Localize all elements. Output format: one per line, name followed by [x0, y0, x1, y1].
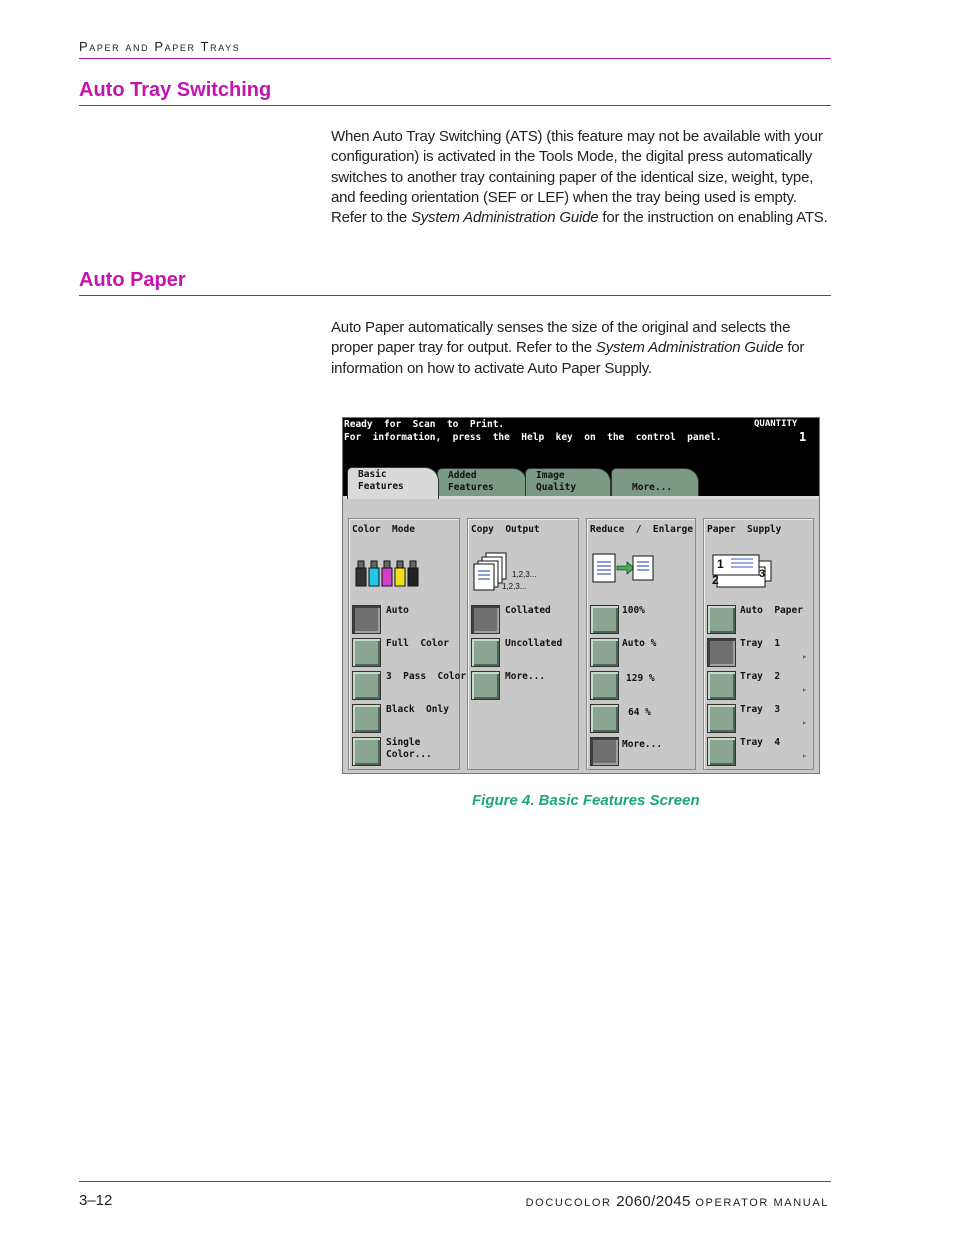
body-text: Auto Paper automatically senses the size of the original and selects the proper paper tray for output. Refer to the	[331, 319, 791, 357]
button-label: Full Color	[386, 638, 449, 649]
manual-title	[526, 1193, 829, 1210]
color-mode-black-only-button[interactable]	[352, 704, 381, 733]
tab-basic-features[interactable]: Basic Features	[347, 467, 439, 499]
collated-sequence-label: 1,2,3...	[512, 570, 537, 579]
screen-message-area	[343, 418, 819, 498]
copy-output-more-button[interactable]	[471, 671, 500, 700]
copy-output-collated-button[interactable]	[471, 605, 500, 634]
tab-added-features[interactable]: Added Features	[437, 468, 527, 496]
color-mode-auto-button[interactable]	[352, 605, 381, 634]
section-rule	[79, 105, 831, 106]
button-label: Single Color...	[386, 737, 432, 760]
button-label: 100%	[622, 605, 645, 616]
quantity-value: 1	[799, 430, 807, 444]
color-mode-full-color-button[interactable]	[352, 638, 381, 667]
paper-supply-tray-2-button[interactable]	[707, 671, 736, 700]
svg-text:2: 2	[712, 573, 719, 587]
reduce-enlarge-64-button[interactable]	[590, 704, 619, 733]
paper-orientation-icon: ▹	[802, 718, 807, 727]
guide-reference: System Administration Guide	[595, 339, 784, 357]
status-message: Ready for Scan to Print.	[344, 419, 505, 430]
reduce-enlarge-auto-button[interactable]	[590, 638, 619, 667]
button-label: Tray 1	[740, 638, 781, 649]
paper-orientation-icon: ▹	[802, 652, 807, 661]
tab-image-quality[interactable]: Image Quality	[525, 468, 611, 496]
figure-caption: Figure 4. Basic Features Screen	[472, 792, 700, 809]
panel-copy-output	[467, 518, 579, 770]
page-number: 3–12	[79, 1192, 113, 1209]
paper-supply-auto-paper-button[interactable]	[707, 605, 736, 634]
button-label: Tray 2	[740, 671, 781, 682]
button-label: Auto	[386, 605, 409, 616]
button-label: Black Only	[386, 704, 449, 715]
panel-reduce-enlarge	[586, 518, 696, 770]
collated-sequence-label: 1,2,3...	[502, 582, 527, 591]
guide-reference: System Administration Guide	[410, 209, 599, 227]
button-label: More...	[622, 739, 663, 750]
manual-model: 2060/2045	[616, 1193, 691, 1210]
button-label: Auto Paper	[740, 605, 803, 616]
reduce-enlarge-100-button[interactable]	[590, 605, 619, 634]
button-label: Tray 3	[740, 704, 781, 715]
color-mode-single-color-button[interactable]	[352, 737, 381, 766]
section-rule	[79, 295, 831, 296]
panel-color-mode	[348, 518, 467, 770]
button-label: 3 Pass Color	[386, 671, 467, 682]
button-label: Collated	[505, 605, 551, 616]
manual-prefix: DOCUCOLOR	[525, 1197, 617, 1209]
button-label: 64 %	[628, 707, 651, 718]
panel-title: Copy Output	[471, 524, 540, 535]
reduce-enlarge-129-button[interactable]	[590, 671, 619, 700]
panel-title: Paper Supply	[707, 524, 782, 535]
body-text: for the instruction on enabling ATS.	[598, 209, 828, 227]
button-label: Auto %	[622, 638, 657, 649]
quantity-label: QUANTITY	[754, 419, 798, 429]
panel-title: Reduce / Enlarge	[590, 524, 693, 535]
tab-more[interactable]: More...	[611, 468, 699, 496]
svg-text:1: 1	[717, 557, 724, 571]
footer-rule	[79, 1181, 831, 1182]
paper-orientation-icon: ▹	[802, 685, 807, 694]
section-body-auto-paper	[331, 318, 831, 379]
paper-supply-tray-1-button[interactable]	[707, 638, 736, 667]
paper-supply-tray-3-button[interactable]	[707, 704, 736, 733]
running-head: Paper and Paper Trays	[79, 39, 241, 54]
body-text: When Auto Tray Switching (ATS) (this feature may not be available with your configuration) is activated in the Tools Mode, the digital press automatically switches to another tray containing paper of the identical size, weight, type, and feeding orientation (SEF or LEF) when the tray being used is empty. Refer to the	[331, 128, 823, 227]
header-rule	[79, 58, 831, 59]
manual-suffix: OPERATOR MANUAL	[690, 1197, 829, 1209]
panel-title: Color Mode	[352, 524, 415, 535]
help-message: For information, press the Help key on the control panel.	[344, 432, 722, 443]
section-body-auto-tray-switching	[331, 127, 831, 228]
section-title-auto-tray-switching: Auto Tray Switching	[79, 79, 272, 101]
paper-trays-icon	[709, 551, 775, 589]
toner-bottles-icon	[354, 558, 420, 588]
section-title-auto-paper: Auto Paper	[79, 269, 186, 291]
button-label: Uncollated	[505, 638, 563, 649]
body-text: for information on how to activate Auto Paper Supply.	[331, 339, 805, 377]
reduce-enlarge-more-button[interactable]	[590, 737, 619, 766]
basic-features-screen	[342, 417, 820, 774]
paper-supply-tray-4-button[interactable]	[707, 737, 736, 766]
button-label: 129 %	[626, 673, 655, 684]
paper-orientation-icon: ▹	[802, 751, 807, 760]
reduce-enlarge-icon	[591, 552, 657, 586]
svg-text:3: 3	[759, 568, 766, 580]
button-label: More...	[505, 671, 546, 682]
copy-output-uncollated-button[interactable]	[471, 638, 500, 667]
color-mode-3-pass-color-button[interactable]	[352, 671, 381, 700]
panel-paper-supply	[703, 518, 814, 770]
button-label: Tray 4	[740, 737, 781, 748]
